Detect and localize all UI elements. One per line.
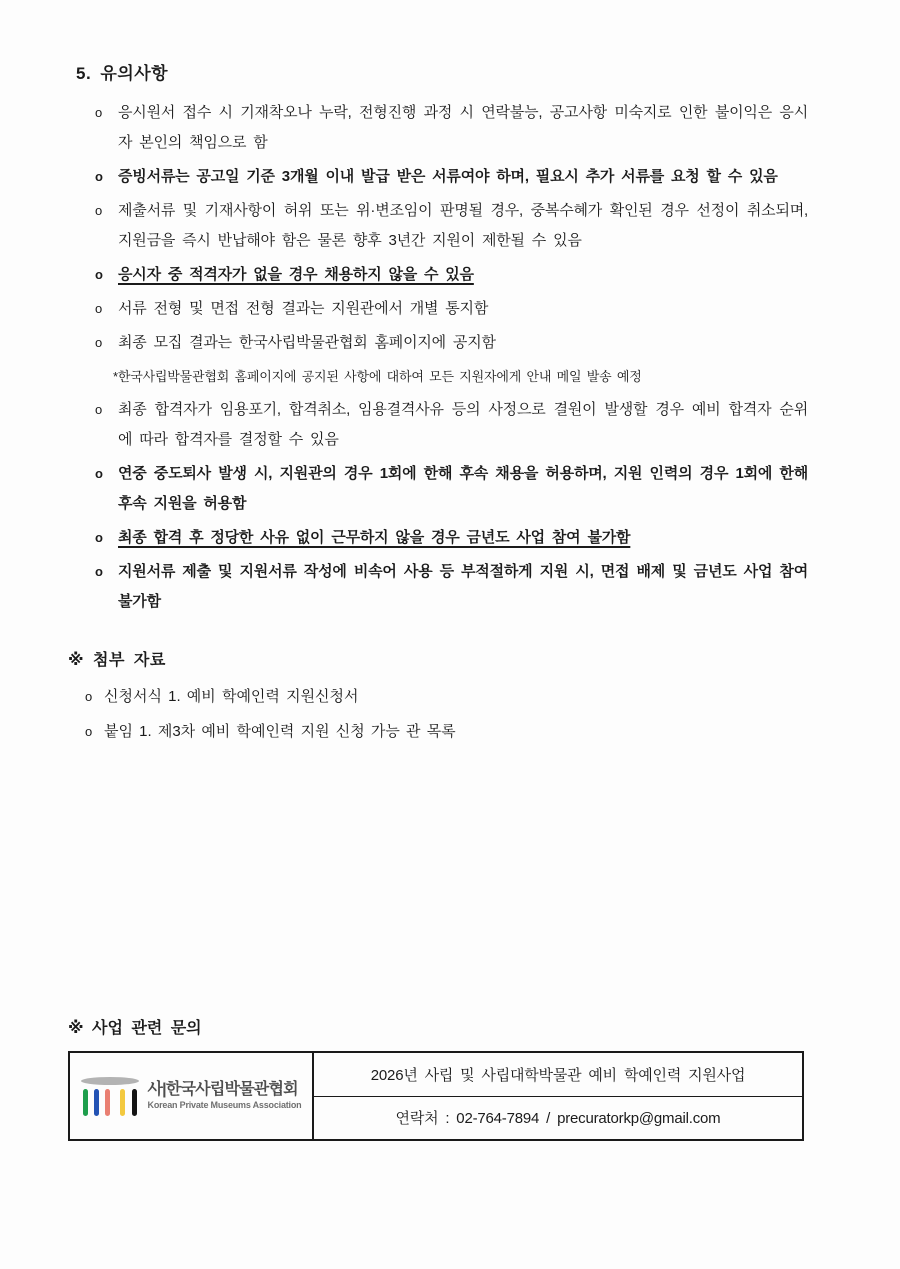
bullet-marker: o (95, 564, 103, 579)
footnote-text: *한국사립박물관협회 홈페이지에 공지된 사항에 대하여 모든 지원자에게 안내 메일 발송 예정 (113, 369, 642, 384)
bullet-marker: o (95, 530, 103, 545)
bullet-text: 응시원서 접수 시 기재착오나 누락, 전형진행 과정 시 연락불능, 공고사항 미숙지로 인한 불이익은 응시자 본인의 책임으로 함 (118, 104, 808, 151)
logo-bar-black (132, 1089, 137, 1116)
bullet-marker: o (95, 301, 103, 316)
notice-item (68, 395, 808, 455)
attachment-item (68, 683, 808, 711)
notice-section (68, 62, 808, 753)
bullet-marker: o (85, 689, 93, 704)
org-name-korean: 사|한국사립박물관협회 (147, 1081, 298, 1098)
org-name-english: Korean Private Museums Association (147, 1100, 302, 1110)
bullet-marker: o (95, 267, 103, 282)
bullet-marker: o (95, 335, 103, 350)
org-logo (81, 1077, 302, 1116)
logo-bar-coral (105, 1089, 110, 1116)
attachment-item (68, 718, 808, 746)
logo-bar-green (83, 1089, 88, 1116)
bullet-text: 최종 모집 결과는 한국사립박물관협회 홈페이지에 공지함 (118, 334, 496, 351)
attachment-text: 신청서식 1. 예비 학예인력 지원신청서 (104, 688, 359, 705)
bullet-text: 최종 합격자가 임용포기, 합격취소, 임용결격사유 등의 사정으로 결원이 발생할 경우 예비 합격자 순위에 따라 합격자를 결정할 수 있음 (118, 401, 808, 448)
notice-list (68, 98, 808, 617)
bullet-marker: o (95, 203, 103, 218)
bullet-marker: o (95, 169, 103, 184)
notice-item (68, 98, 808, 158)
bullet-marker: o (85, 724, 93, 739)
contact-table (68, 1051, 804, 1141)
notice-item (68, 260, 808, 290)
museum-columns-icon (81, 1077, 139, 1116)
program-title: 2026년 사립 및 사립대학박물관 예비 학예인력 지원사업 (314, 1053, 802, 1097)
logo-bar-yellow (120, 1089, 125, 1116)
logo-roof-shape (81, 1077, 139, 1085)
notice-item (68, 294, 808, 324)
contact-section (68, 1018, 804, 1141)
bullet-marker: o (95, 466, 103, 481)
attachments-heading: ※ 첨부 자료 (68, 652, 166, 669)
bullet-text: 증빙서류는 공고일 기준 3개월 이내 발급 받은 서류여야 하며, 필요시 추가 서류를 요청 할 수 있음 (118, 168, 778, 185)
notice-item (68, 328, 808, 358)
bullet-text: 제출서류 및 기재사항이 허위 또는 위·변조임이 판명될 경우, 중복수혜가 확인된 경우 선정이 취소되며, 지원금을 즉시 반납해야 함은 물론 향후 3년간 지원이 제한될 수 있음 (118, 202, 808, 249)
bullet-text: 지원서류 제출 및 지원서류 작성에 비속어 사용 등 부적절하게 지원 시, 면접 배제 및 금년도 사업 참여 불가함 (118, 563, 808, 610)
notice-item (68, 162, 808, 192)
bullet-text: 연중 중도퇴사 발생 시, 지원관의 경우 1회에 한해 후속 채용을 허용하며, 지원 인력의 경우 1회에 한해 후속 지원을 허용함 (118, 465, 808, 512)
contact-info-cell (314, 1053, 802, 1139)
notice-item (68, 196, 808, 256)
notice-item (68, 523, 808, 553)
notice-item (68, 459, 808, 519)
notice-footnote (113, 362, 808, 391)
org-name (148, 1081, 302, 1111)
bullet-text: 서류 전형 및 면접 전형 결과는 지원관에서 개별 통지함 (118, 300, 489, 317)
bullet-marker: o (95, 402, 103, 417)
notice-item (68, 557, 808, 617)
contact-line: 연락처 : 02-764-7894 / precuratorkp@gmail.com (395, 1110, 721, 1128)
logo-bars (81, 1089, 139, 1116)
bullet-marker: o (95, 105, 103, 120)
logo-cell (70, 1053, 314, 1139)
bullet-text: 최종 합격 후 정당한 사유 없이 근무하지 않을 경우 금년도 사업 참여 불가함 (118, 529, 631, 546)
attachments-section (68, 649, 808, 746)
contact-heading: ※ 사업 관련 문의 (68, 1020, 202, 1037)
bullet-text: 응시자 중 적격자가 없을 경우 채용하지 않을 수 있음 (118, 266, 474, 283)
logo-bar-blue (94, 1089, 99, 1116)
notice-heading: 5. 유의사항 (76, 64, 169, 83)
attachment-text: 붙임 1. 제3차 예비 학예인력 지원 신청 가능 관 목록 (104, 723, 456, 740)
